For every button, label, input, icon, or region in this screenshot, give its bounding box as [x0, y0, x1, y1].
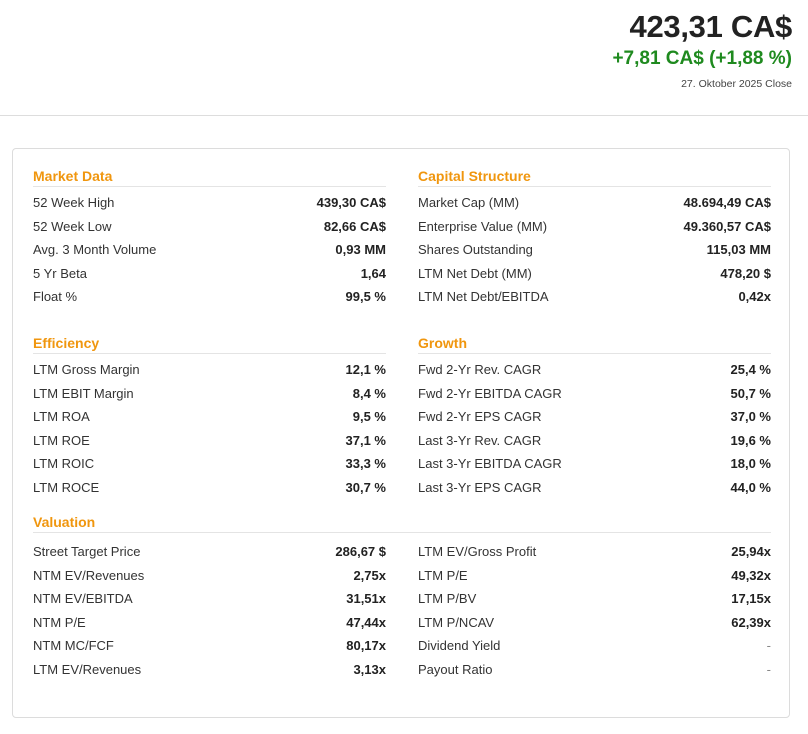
stat-row [33, 587, 386, 611]
stat-label: LTM EV/Gross Profit [418, 544, 537, 560]
stat-value: 8,4 % [352, 385, 386, 401]
stat-value: 25,4 % [730, 362, 771, 378]
stat-value: 19,6 % [730, 432, 771, 448]
stat-label: LTM Net Debt/EBITDA [418, 289, 549, 305]
stat-value: 286,67 $ [335, 544, 386, 560]
stat-value: - [766, 638, 771, 654]
stat-value: 50,7 % [730, 385, 771, 401]
stat-label: Market Cap (MM) [418, 195, 520, 211]
stat-label: Last 3-Yr EPS CAGR [418, 479, 542, 495]
stat-row [418, 658, 771, 682]
stat-label: Fwd 2-Yr EPS CAGR [418, 409, 542, 425]
stat-value: 25,94x [731, 544, 771, 560]
stat-label: LTM Gross Margin [33, 362, 140, 378]
stat-value: 82,66 CA$ [323, 218, 386, 234]
stat-value: 0,42x [738, 289, 771, 305]
stat-row [418, 429, 771, 453]
stat-label: LTM ROA [33, 409, 90, 425]
stat-row [33, 215, 386, 239]
section-efficiency [33, 334, 386, 499]
section-title: Capital Structure [418, 167, 771, 187]
stat-row [418, 540, 771, 564]
stat-label: Fwd 2-Yr EBITDA CAGR [418, 385, 562, 401]
stat-label: Payout Ratio [418, 661, 493, 677]
stat-value: 44,0 % [730, 479, 771, 495]
stat-row [33, 382, 386, 406]
stat-label: NTM P/E [33, 614, 86, 630]
stat-value: 49,32x [731, 567, 771, 583]
stat-value: 30,7 % [345, 479, 386, 495]
stat-row [33, 634, 386, 658]
stat-value: 478,20 $ [720, 265, 771, 281]
stat-row [33, 191, 386, 215]
stat-value: 31,51x [346, 591, 386, 607]
stat-row [33, 611, 386, 635]
stat-label: NTM EV/Revenues [33, 567, 145, 583]
stat-label: Avg. 3 Month Volume [33, 242, 157, 258]
stat-label: 52 Week High [33, 195, 115, 211]
section-valuation [33, 513, 771, 537]
stat-row [33, 238, 386, 262]
stat-row [33, 452, 386, 476]
stat-value: 0,93 MM [335, 242, 386, 258]
stat-label: LTM P/BV [418, 591, 477, 607]
stat-value: 33,3 % [345, 456, 386, 472]
stat-row [418, 587, 771, 611]
stat-label: 52 Week Low [33, 218, 112, 234]
stat-label: NTM EV/EBITDA [33, 591, 133, 607]
stat-row [33, 476, 386, 500]
stat-label: Enterprise Value (MM) [418, 218, 548, 234]
stat-row [418, 405, 771, 429]
stat-row [418, 358, 771, 382]
stat-value: 439,30 CA$ [316, 195, 386, 211]
stat-label: Last 3-Yr Rev. CAGR [418, 432, 542, 448]
stat-row [33, 262, 386, 286]
stat-row [418, 191, 771, 215]
stat-value: 12,1 % [345, 362, 386, 378]
current-price: 423,31 CA$ [629, 9, 792, 44]
stat-row [33, 405, 386, 429]
price-change: +7,81 CA$ (+1,88 %) [612, 48, 792, 69]
stat-label: LTM EBIT Margin [33, 385, 134, 401]
header-divider [0, 115, 808, 116]
stat-row [33, 285, 386, 309]
stat-label: 5 Yr Beta [33, 265, 87, 281]
stat-label: Street Target Price [33, 544, 141, 560]
stat-row [418, 382, 771, 406]
stat-row [33, 564, 386, 588]
section-title: Efficiency [33, 334, 386, 354]
stat-label: Shares Outstanding [418, 242, 533, 258]
section-capital-structure [418, 167, 771, 309]
stat-value: 17,15x [731, 591, 771, 607]
stat-label: LTM ROIC [33, 456, 95, 472]
stat-value: 37,1 % [345, 432, 386, 448]
stat-value: 49.360,57 CA$ [683, 218, 771, 234]
stat-label: Last 3-Yr EBITDA CAGR [418, 456, 562, 472]
stat-row [33, 429, 386, 453]
stat-row [418, 611, 771, 635]
stat-value: 48.694,49 CA$ [683, 195, 771, 211]
stat-label: Float % [33, 289, 78, 305]
stat-value: 99,5 % [345, 289, 386, 305]
stat-row [418, 262, 771, 286]
stat-label: NTM MC/FCF [33, 638, 114, 654]
stat-row [418, 285, 771, 309]
key-stats-card [12, 148, 790, 718]
stat-value: - [766, 661, 771, 677]
stat-label: LTM Net Debt (MM) [418, 265, 532, 281]
stat-label: LTM EV/Revenues [33, 661, 142, 677]
stat-row [33, 540, 386, 564]
stat-row [33, 358, 386, 382]
section-market-data [33, 167, 386, 309]
stat-row [418, 564, 771, 588]
stat-row [418, 238, 771, 262]
stat-row [33, 658, 386, 682]
stat-label: Dividend Yield [418, 638, 501, 654]
valuation-left-column [33, 540, 386, 681]
stat-label: Fwd 2-Yr Rev. CAGR [418, 362, 542, 378]
section-title: Growth [418, 334, 771, 354]
stat-row [418, 634, 771, 658]
section-title: Market Data [33, 167, 386, 187]
stat-row [418, 476, 771, 500]
stat-value: 1,64 [360, 265, 386, 281]
stat-label: LTM P/NCAV [418, 614, 495, 630]
price-header [612, 8, 792, 91]
stat-row [418, 452, 771, 476]
stat-value: 18,0 % [730, 456, 771, 472]
stat-value: 47,44x [346, 614, 386, 630]
section-title: Valuation [33, 513, 771, 533]
stat-label: LTM P/E [418, 567, 468, 583]
stat-value: 9,5 % [352, 409, 386, 425]
stat-label: LTM ROCE [33, 479, 100, 495]
stat-value: 115,03 MM [706, 242, 771, 258]
stat-value: 80,17x [346, 638, 386, 654]
valuation-right-column [418, 540, 771, 681]
stat-value: 37,0 % [730, 409, 771, 425]
stat-label: LTM ROE [33, 432, 90, 448]
price-date: 27. Oktober 2025 Close [681, 78, 792, 90]
stat-value: 2,75x [353, 567, 386, 583]
stat-value: 3,13x [353, 661, 386, 677]
stat-value: 62,39x [731, 614, 771, 630]
section-growth [418, 334, 771, 499]
stat-row [418, 215, 771, 239]
